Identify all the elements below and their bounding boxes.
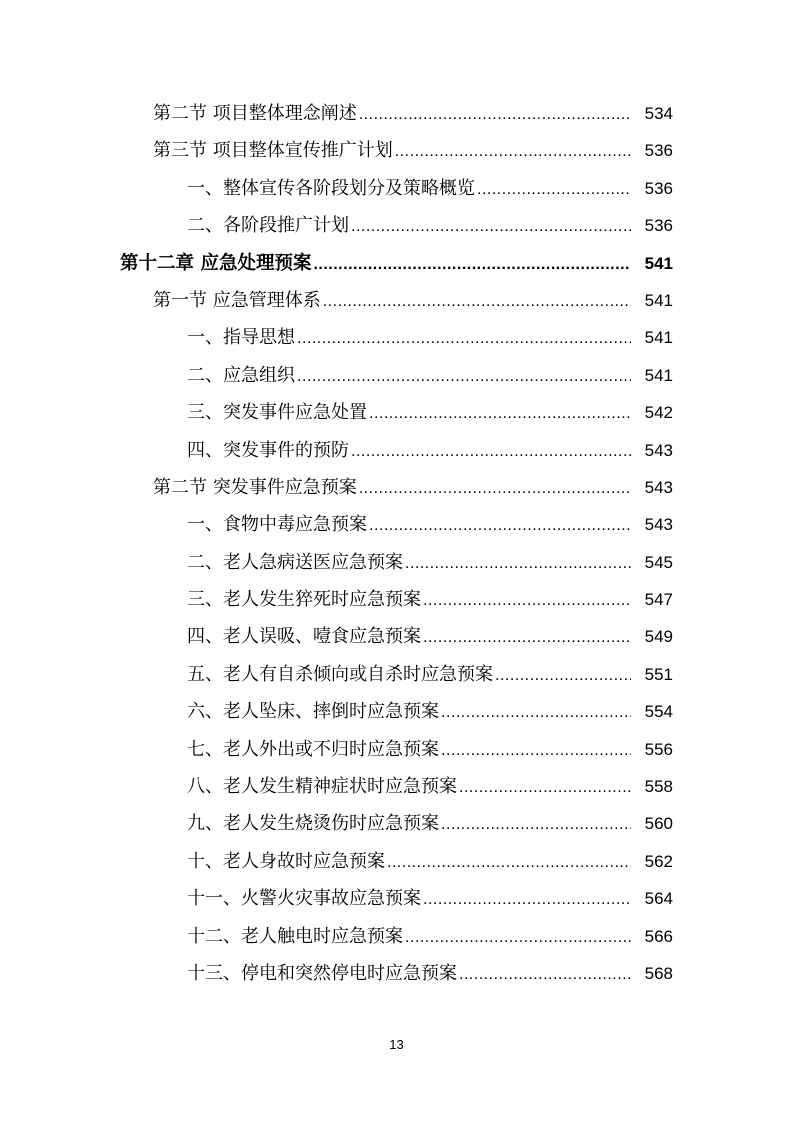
toc-entry[interactable] [0,436,793,473]
toc-dot-leader [405,929,631,947]
toc-entry-title: 二、老人急病送医应急预案 [187,551,403,573]
toc-entry-page: 541 [644,365,673,385]
toc-dot-leader [313,256,631,274]
toc-entry[interactable] [0,660,793,697]
toc-entry[interactable] [0,398,793,435]
toc-entry-page: 536 [644,216,673,236]
toc-entry-page: 534 [644,104,673,123]
toc-entry[interactable] [0,286,793,323]
toc-entry-title: 九、老人发生烧烫伤时应急预案 [187,813,439,835]
toc-entry[interactable] [0,510,793,547]
toc-entry[interactable] [0,473,793,510]
toc-entry-page: 543 [644,477,673,497]
toc-entry-page: 543 [644,440,673,460]
toc-entry-title: 一、指导思想 [187,327,295,349]
toc-dot-leader [441,742,631,760]
toc-entry-title: 十、老人身故时应急预案 [187,850,385,872]
toc-entry-title: 第十二章 应急处理预案 [120,252,312,274]
toc-dot-leader [351,443,631,461]
toc-entry-page: 560 [644,814,673,834]
toc-entry-title: 第二节 项目整体理念阐述 [153,103,357,124]
page-number: 13 [389,1037,404,1052]
toc-dot-leader [423,592,631,610]
toc-dot-leader [405,555,631,573]
toc-entry-title: 十二、老人触电时应急预案 [187,925,403,947]
toc-entry[interactable] [0,211,793,248]
toc-entry-title: 一、整体宣传各阶段划分及策略概览 [187,177,475,199]
toc-entry[interactable] [0,548,793,585]
toc-entry-page: 549 [644,627,673,647]
toc-dot-leader [351,218,631,236]
toc-entry-page: 541 [644,290,673,310]
toc-dot-leader [495,667,631,685]
toc-dot-leader [423,629,631,647]
toc-entry-title: 四、突发事件的预防 [187,439,349,461]
toc-entry[interactable] [0,922,793,959]
toc-dot-leader [369,405,631,423]
toc-entry-title: 十三、停电和突然停电时应急预案 [187,962,457,984]
toc-entry-page: 562 [644,851,673,871]
toc-entry-page: 541 [644,328,673,348]
toc-entry-page: 543 [644,515,673,535]
toc-entry[interactable] [0,959,793,996]
toc-entry[interactable] [0,174,793,211]
toc-dot-leader [441,816,631,834]
toc-entry-page: 536 [644,178,673,198]
toc-entry[interactable] [0,622,793,659]
toc-dot-leader [441,704,631,722]
toc-dot-leader [459,779,631,797]
toc-entry-page: 547 [644,590,673,610]
toc-dot-leader [359,480,631,498]
toc-entry-page: 551 [644,664,673,684]
toc-entry-title: 七、老人外出或不归时应急预案 [187,738,439,760]
toc-dot-leader [459,966,631,984]
toc-entry-page: 566 [644,926,673,946]
toc-entry[interactable] [0,697,793,734]
toc-dot-leader [297,368,631,386]
toc-entry[interactable] [0,772,793,809]
toc-entry-title: 第二节 突发事件应急预案 [153,476,357,498]
toc-entry-page: 542 [644,403,673,423]
toc-entry-page: 558 [644,777,673,797]
toc-entry-title: 二、各阶段推广计划 [187,215,349,237]
toc-entry-title: 四、老人误吸、噎食应急预案 [187,626,421,648]
table-of-contents [0,99,793,996]
toc-entry-page: 554 [644,702,673,722]
toc-dot-leader [369,517,631,535]
toc-entry[interactable] [0,136,793,173]
toc-entry-page: 536 [644,141,673,161]
toc-entry-title: 二、应急组织 [187,364,295,386]
toc-entry-title: 六、老人坠床、摔倒时应急预案 [187,701,439,723]
toc-dot-leader [359,106,631,124]
toc-entry-page: 545 [644,552,673,572]
toc-entry[interactable] [0,361,793,398]
toc-entry-page: 556 [644,739,673,759]
toc-entry[interactable] [0,847,793,884]
toc-entry-page: 564 [644,889,673,909]
toc-dot-leader [387,854,631,872]
toc-entry-page: 541 [644,253,673,273]
toc-dot-leader [477,181,631,199]
toc-entry-title: 第三节 项目整体宣传推广计划 [153,140,393,162]
toc-entry-title: 三、老人发生猝死时应急预案 [187,589,421,611]
toc-entry[interactable] [0,585,793,622]
toc-entry-title: 八、老人发生精神症状时应急预案 [187,776,457,798]
toc-dot-leader [395,143,631,161]
toc-entry[interactable] [0,735,793,772]
toc-entry[interactable] [0,99,793,136]
toc-entry-page: 568 [644,963,673,983]
toc-entry-title: 三、突发事件应急处置 [187,402,367,424]
toc-entry-title: 第一节 应急管理体系 [153,289,321,311]
toc-chapter-entry[interactable] [0,249,793,286]
toc-entry[interactable] [0,323,793,360]
toc-dot-leader [297,330,631,348]
toc-entry-title: 一、食物中毒应急预案 [187,514,367,536]
toc-entry-title: 五、老人有自杀倾向或自杀时应急预案 [187,663,493,685]
toc-dot-leader [423,891,631,909]
toc-dot-leader [323,293,631,311]
toc-entry[interactable] [0,884,793,921]
toc-entry-title: 十一、火警火灾事故应急预案 [187,888,421,910]
toc-entry[interactable] [0,809,793,846]
